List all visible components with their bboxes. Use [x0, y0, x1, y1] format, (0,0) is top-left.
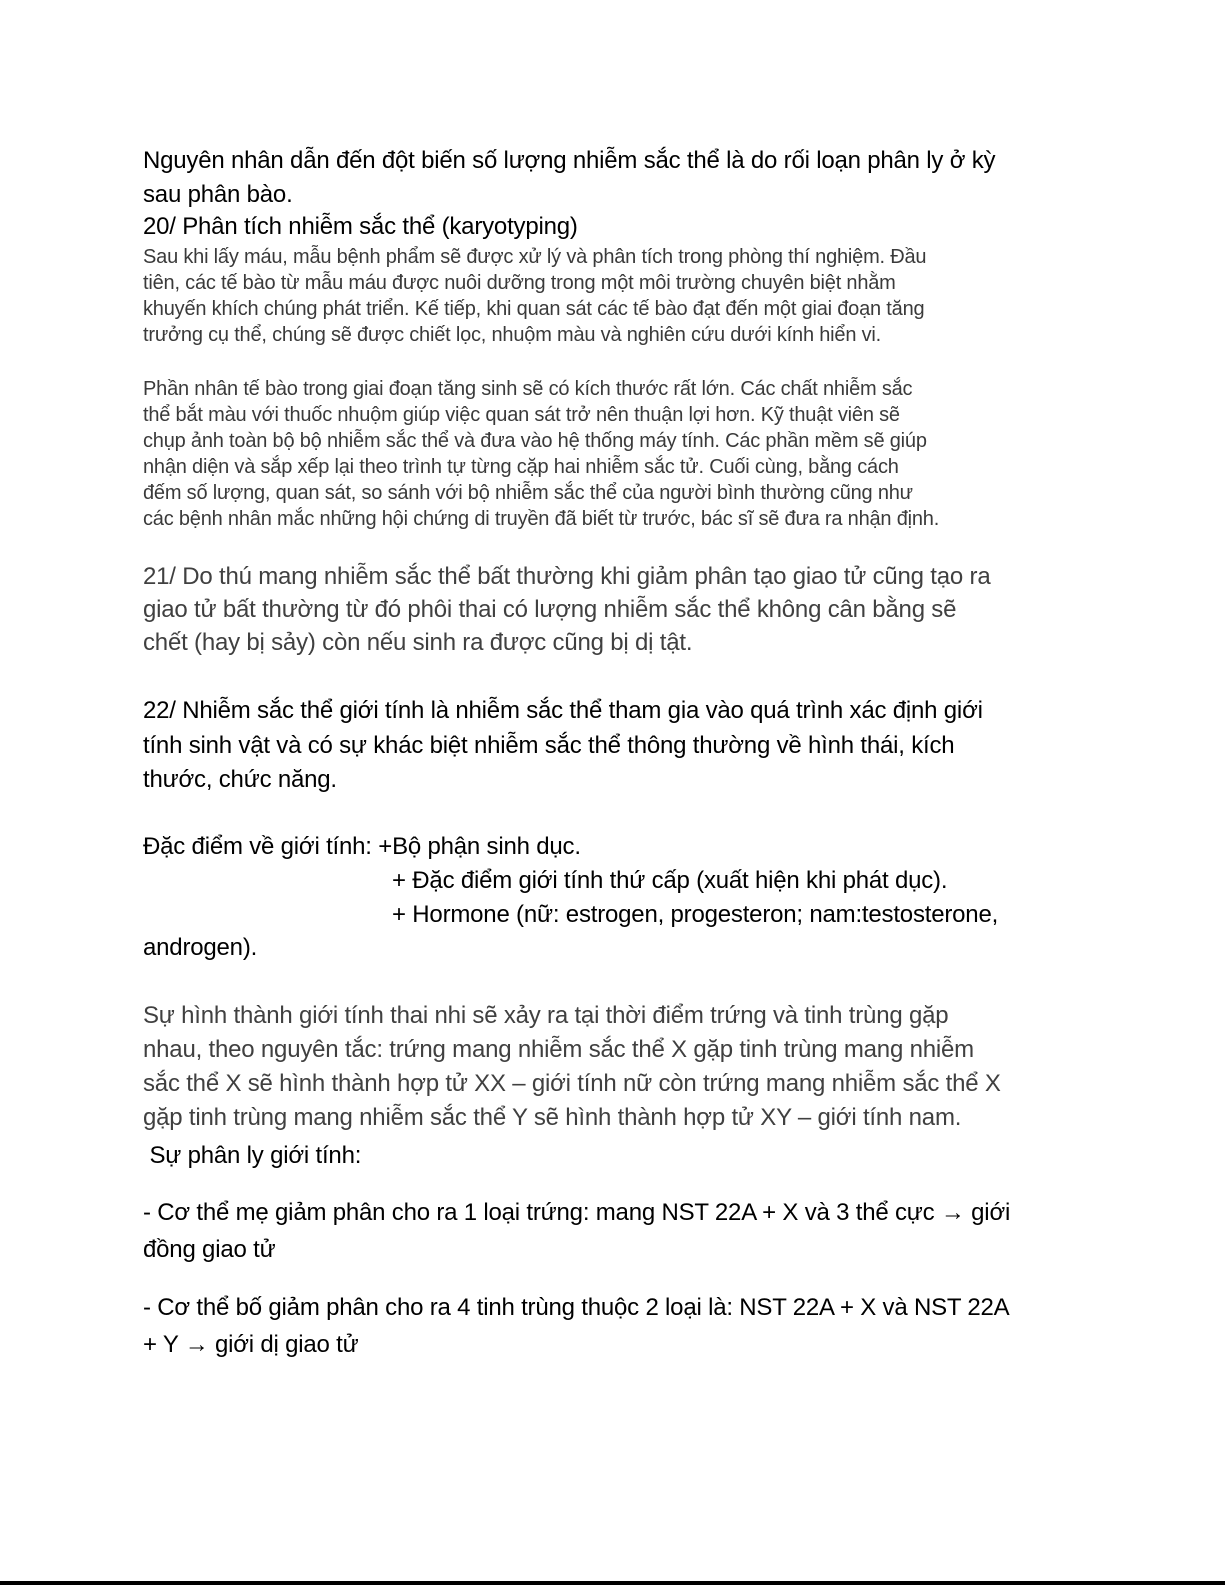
characteristics-label — [143, 830, 581, 864]
section-20-p2-line-2: thể bắt màu với thuốc nhuộm giúp việc quan sát trở nên thuận lợi hơn. Kỹ thuật viên sẽ — [143, 404, 900, 426]
section-20-title: 20/ Phân tích nhiễm sắc thể (karyotyping) — [143, 213, 578, 240]
section-20-p1-line-2: tiên, các tế bào từ mẫu máu được nuôi dưỡng trong một môi trường chuyên biệt nhằm — [143, 272, 896, 294]
section-20-p2-line-1: Phần nhân tế bào trong giai đoạn tăng sinh sẽ có kích thước rất lớn. Các chất nhiễm sắc — [143, 378, 913, 400]
page-bottom-border — [0, 1581, 1225, 1585]
section-20-p2-line-4: nhận diện và sắp xếp lại theo trình tự từng cặp hai nhiễm sắc tử. Cuối cùng, bằng cách — [143, 456, 899, 478]
characteristics-item-3: + Hormone (nữ: estrogen, progesteron; nam:testosterone, — [392, 901, 999, 928]
characteristics-item-2: + Đặc điểm giới tính thứ cấp (xuất hiện khi phát dục). — [392, 867, 948, 894]
section-22-line-2: tính sinh vật và có sự khác biệt nhiễm sắc thể thông thường về hình thái, kích — [143, 732, 955, 759]
mother-line-1: - Cơ thể mẹ giảm phân cho ra 1 loại trứng: mang NST 22A + X và 3 thể cực → giới — [143, 1199, 1011, 1226]
section-20-p1-line-3: khuyến khích chúng phát triển. Kế tiếp, khi quan sát các tế bào đạt đến một giai đoạn tăng — [143, 298, 925, 320]
formation-line-2: nhau, theo nguyên tắc: trứng mang nhiễm sắc thể X gặp tinh trùng mang nhiễm — [143, 1036, 974, 1063]
father-line-1: - Cơ thể bố giảm phân cho ra 4 tinh trùng thuộc 2 loại là: NST 22A + X và NST 22A — [143, 1294, 1010, 1321]
segregation-title: Sự phân ly giới tính: — [143, 1142, 362, 1169]
mother-line-2: đồng giao tử — [143, 1236, 276, 1263]
characteristics-item-3-cont: androgen). — [143, 934, 258, 961]
intro-line-2: sau phân bào. — [143, 181, 293, 208]
section-22-line-3: thước, chức năng. — [143, 766, 337, 793]
father-line-2: + Y → giới dị giao tử — [143, 1331, 359, 1358]
section-22-line-1: 22/ Nhiễm sắc thể giới tính là nhiễm sắc thể tham gia vào quá trình xác định giới — [143, 697, 983, 724]
section-20-p1-line-4: trưởng cụ thể, chúng sẽ được chiết lọc, nhuộm màu và nghiên cứu dưới kính hiển vi. — [143, 324, 882, 346]
characteristics-label-text: Đặc điểm về giới tính: — [143, 833, 379, 860]
intro-line-1: Nguyên nhân dẫn đến đột biến số lượng nhiễm sắc thể là do rối loạn phân ly ở kỳ — [143, 147, 996, 174]
section-21-line-3: chết (hay bị sảy) còn nếu sinh ra được cũng bị dị tật. — [143, 629, 693, 656]
formation-line-4: gặp tinh trùng mang nhiễm sắc thể Y sẽ hình thành hợp tử XY – giới tính nam. — [143, 1104, 962, 1131]
formation-line-1: Sự hình thành giới tính thai nhi sẽ xảy ra tại thời điểm trứng và tinh trùng gặp — [143, 1002, 949, 1029]
section-21-line-1: 21/ Do thú mang nhiễm sắc thể bất thường khi giảm phân tạo giao tử cũng tạo ra — [143, 563, 991, 590]
section-20-p2-line-3: chụp ảnh toàn bộ bộ nhiễm sắc thể và đưa vào hệ thống máy tính. Các phần mềm sẽ giúp — [143, 430, 927, 452]
section-20-p2-line-5: đếm số lượng, quan sát, so sánh với bộ nhiễm sắc thể của người bình thường cũng như — [143, 482, 913, 504]
section-20-p2-line-6: các bệnh nhân mắc những hội chứng di truyền đã biết từ trước, bác sĩ sẽ đưa ra nhận định. — [143, 508, 940, 530]
characteristics-item-1: +Bộ phận sinh dục. — [378, 833, 581, 860]
section-20-p1-line-1: Sau khi lấy máu, mẫu bệnh phẩm sẽ được xử lý và phân tích trong phòng thí nghiệm. Đầu — [143, 246, 927, 268]
section-21-line-2: giao tử bất thường từ đó phôi thai có lượng nhiễm sắc thể không cân bằng sẽ — [143, 596, 957, 623]
formation-line-3: sắc thể X sẽ hình thành hợp tử XX – giới tính nữ còn trứng mang nhiễm sắc thể X — [143, 1070, 1001, 1097]
